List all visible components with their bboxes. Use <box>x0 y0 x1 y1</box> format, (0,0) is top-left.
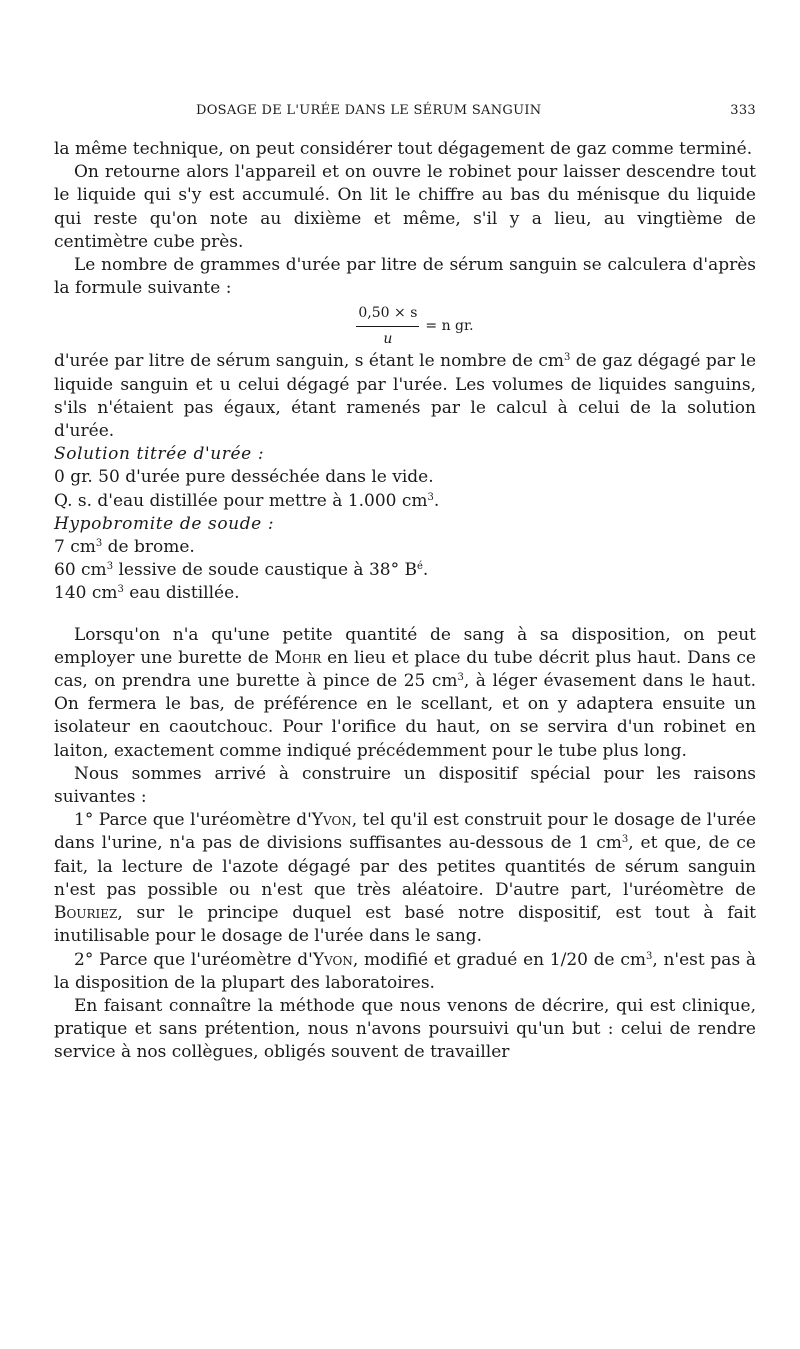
running-title: DOSAGE DE L'URÉE DANS LE SÉRUM SANGUIN <box>196 103 542 118</box>
recipe-line <box>54 536 756 559</box>
author-name: Yvon <box>311 810 352 831</box>
paragraph <box>54 809 756 948</box>
paragraph <box>54 949 756 995</box>
text-run: d'urée par litre de sérum sanguin, s étant le nombre de cm <box>54 351 564 372</box>
text-run: . <box>433 490 440 511</box>
text-run: 1° Parce que l'uréomètre d' <box>74 810 312 831</box>
urea-formula <box>74 302 756 350</box>
text-run: eau distillée. <box>123 583 240 604</box>
superscript: 3 <box>457 672 464 684</box>
paragraph: On retourne alors l'appareil et on ouvre le robinet pour laisser descendre tout le liquide qui s'y est accumulé. On lit le chiffre au bas du ménisque du liquide qui reste qu'on note au dixième et même, s'il y a lieu, au vingtième de centimètre cube près. <box>54 162 756 252</box>
recipe-line <box>54 490 756 513</box>
paragraph: Le nombre de grammes d'urée par litre de sérum sanguin se calculera d'après la formule suivante : <box>54 255 756 299</box>
formula-fraction <box>356 302 419 351</box>
text-run: en lieu et place du tube décrit plus haut. Dans ce cas, on prendra une burette à pince de 25 cm <box>54 647 756 692</box>
formula-numerator: 0,50 × s <box>356 302 419 327</box>
superscript: 3 <box>117 584 124 596</box>
author-name: Bouriez <box>54 903 118 924</box>
text-run: 2° Parce que l'uréomètre d' <box>74 949 313 970</box>
solution-heading: Solution titrée d'urée : <box>54 444 265 465</box>
superscript: 3 <box>645 950 653 962</box>
text-run: , à léger évasement dans le haut. On fermera le bas, de préférence en le scellant, et on y adaptera ensuite un isolateur en caoutchouc. Pour l'orifice du haut, on se servira d'un robinet en laiton, exactement comme indiqué précédemment pour le tube plus long. <box>54 671 757 761</box>
formula-result: = n gr. <box>425 317 474 334</box>
superscript: 3 <box>621 834 629 846</box>
page-number: 333 <box>730 103 756 118</box>
text-run: , et que, de ce fait, la lecture de l'azote dégagé par des petites quantités de sérum sanguin n'est pas possible ou n'est que très aléatoire. D'autre part, l'uréomètre de <box>54 833 756 900</box>
author-name: Mohr <box>274 647 322 668</box>
text-run: 7 cm <box>54 537 96 558</box>
text-run: Lorsqu'on n'a qu'une petite quantité de sang à sa disposition, on peut employer une burette de <box>54 624 756 668</box>
text-run: , sur le principe duquel est basé notre dispositif, est tout à fait inutilisable pour le dosage de l'urée dans le sang. <box>54 903 756 947</box>
recipe-line <box>54 559 756 582</box>
text-run: Q. s. d'eau distillée pour mettre à 1.000 cm <box>54 490 428 511</box>
text-run: 140 cm <box>54 583 118 604</box>
text-run: lessive de soude caustique à 38° B <box>113 560 417 581</box>
recipe-line <box>54 582 756 605</box>
superscript: 3 <box>427 491 434 503</box>
paragraph: En faisant connaître la méthode que nous venons de décrire, qui est clinique, pratique et sans prétention, nous n'avons poursuivi qu'un but : celui de rendre service à nos collègues, obligés souvent de travailler <box>54 995 756 1063</box>
spacer <box>54 606 756 624</box>
text-run: 60 cm <box>54 560 107 581</box>
superscript: 3 <box>95 538 103 550</box>
recipe-line: 0 gr. 50 d'urée pure desséchée dans le vide. <box>54 467 434 488</box>
formula-denominator: u <box>383 330 393 347</box>
author-name: Yvon <box>312 949 353 970</box>
text-run: , n'est pas à la disposition de la plupart des laboratoires. <box>54 949 757 993</box>
paragraph: Nous sommes arrivé à construire un dispositif spécial pour les raisons suivantes : <box>54 763 756 808</box>
body-text <box>54 138 756 1065</box>
superscript: é <box>416 561 423 573</box>
text-run: de brome. <box>102 537 195 558</box>
text-run: de gaz dégagé par le liquide sanguin et u celui dégagé par l'urée. Les volumes de liquides sanguins, s'ils n'étaient pas égaux, étant ramenés par le calcul à celui de la solution d'urée. <box>54 351 757 442</box>
text-run: . <box>422 560 429 581</box>
superscript: 3 <box>106 561 114 573</box>
text-run: , modifié et gradué en 1/20 de cm <box>352 949 646 970</box>
paragraph: la même technique, on peut considérer tout dégagement de gaz comme terminé. <box>54 139 753 159</box>
superscript: 3 <box>563 352 571 364</box>
paragraph <box>54 350 756 443</box>
hypobromite-heading: Hypobromite de soude : <box>54 513 275 534</box>
paragraph <box>54 624 756 763</box>
text-run: , tel qu'il est construit pour le dosage de l'urée dans l'urine, n'a pas de divisions suffisantes au-dessous de 1 cm <box>54 810 757 854</box>
